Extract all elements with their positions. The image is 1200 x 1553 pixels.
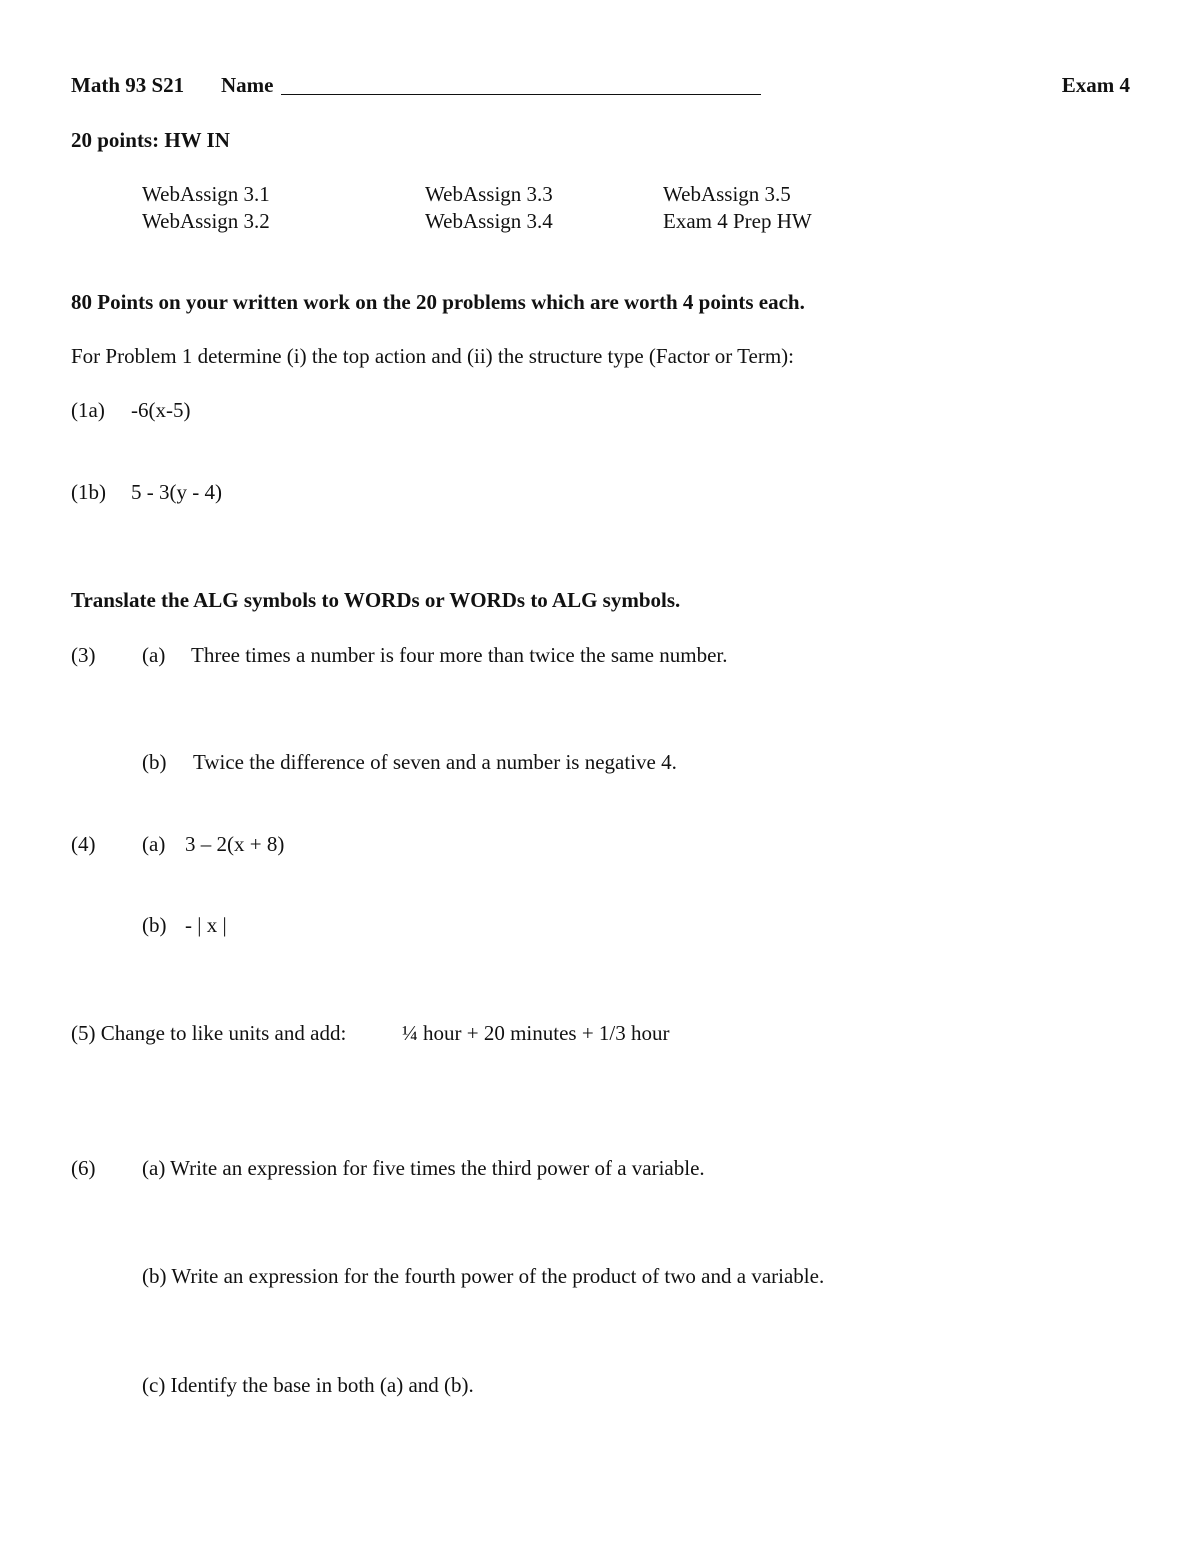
problem-3a-label: (a) bbox=[142, 643, 166, 667]
problem-1a-expression: -6(x-5) bbox=[131, 398, 191, 422]
problem-3a-text: Three times a number is four more than twice the same number. bbox=[191, 643, 728, 667]
translate-heading: Translate the ALG symbols to WORDs or WORDs to ALG symbols. bbox=[71, 588, 681, 612]
problem-1a-label: (1a) bbox=[71, 398, 105, 422]
problem-1-instruction: For Problem 1 determine (i) the top action and (ii) the structure type (Factor or Term): bbox=[71, 344, 795, 368]
written-heading: 80 Points on your written work on the 20 problems which are worth 4 points each. bbox=[71, 290, 805, 314]
problem-4a-expression: 3 – 2(x + 8) bbox=[185, 832, 285, 856]
hw-item: WebAssign 3.1 bbox=[142, 182, 270, 206]
problem-3b-label: (b) bbox=[142, 750, 167, 774]
problem-5-text: (5) Change to like units and add: bbox=[71, 1021, 347, 1045]
name-blank-line[interactable] bbox=[281, 94, 761, 95]
problem-4b-expression: - | x | bbox=[185, 913, 227, 937]
hw-item: WebAssign 3.2 bbox=[142, 209, 270, 233]
problem-6b-text: (b) Write an expression for the fourth power of the product of two and a variable. bbox=[142, 1264, 825, 1288]
problem-1b-expression: 5 - 3(y - 4) bbox=[131, 480, 222, 504]
problem-4b-label: (b) bbox=[142, 913, 167, 937]
problem-1b-label: (1b) bbox=[71, 480, 106, 504]
problem-6c-text: (c) Identify the base in both (a) and (b). bbox=[142, 1373, 474, 1397]
problem-6-number: (6) bbox=[71, 1156, 96, 1180]
problem-5-expression: ¼ hour + 20 minutes + 1/3 hour bbox=[402, 1021, 670, 1045]
hw-item: Exam 4 Prep HW bbox=[663, 209, 812, 233]
hw-item: WebAssign 3.3 bbox=[425, 182, 553, 206]
course-title: Math 93 S21 bbox=[71, 73, 185, 97]
hw-item: WebAssign 3.4 bbox=[425, 209, 553, 233]
problem-3-number: (3) bbox=[71, 643, 96, 667]
exam-title: Exam 4 bbox=[1061, 73, 1130, 97]
problem-6a-text: (a) Write an expression for five times the third power of a variable. bbox=[142, 1156, 705, 1180]
problem-4a-label: (a) bbox=[142, 832, 166, 856]
problem-3b-text: Twice the difference of seven and a number is negative 4. bbox=[193, 750, 677, 774]
name-label: Name bbox=[221, 73, 274, 97]
problem-4-number: (4) bbox=[71, 832, 96, 856]
hw-item: WebAssign 3.5 bbox=[663, 182, 791, 206]
hw-heading: 20 points: HW IN bbox=[71, 128, 230, 152]
